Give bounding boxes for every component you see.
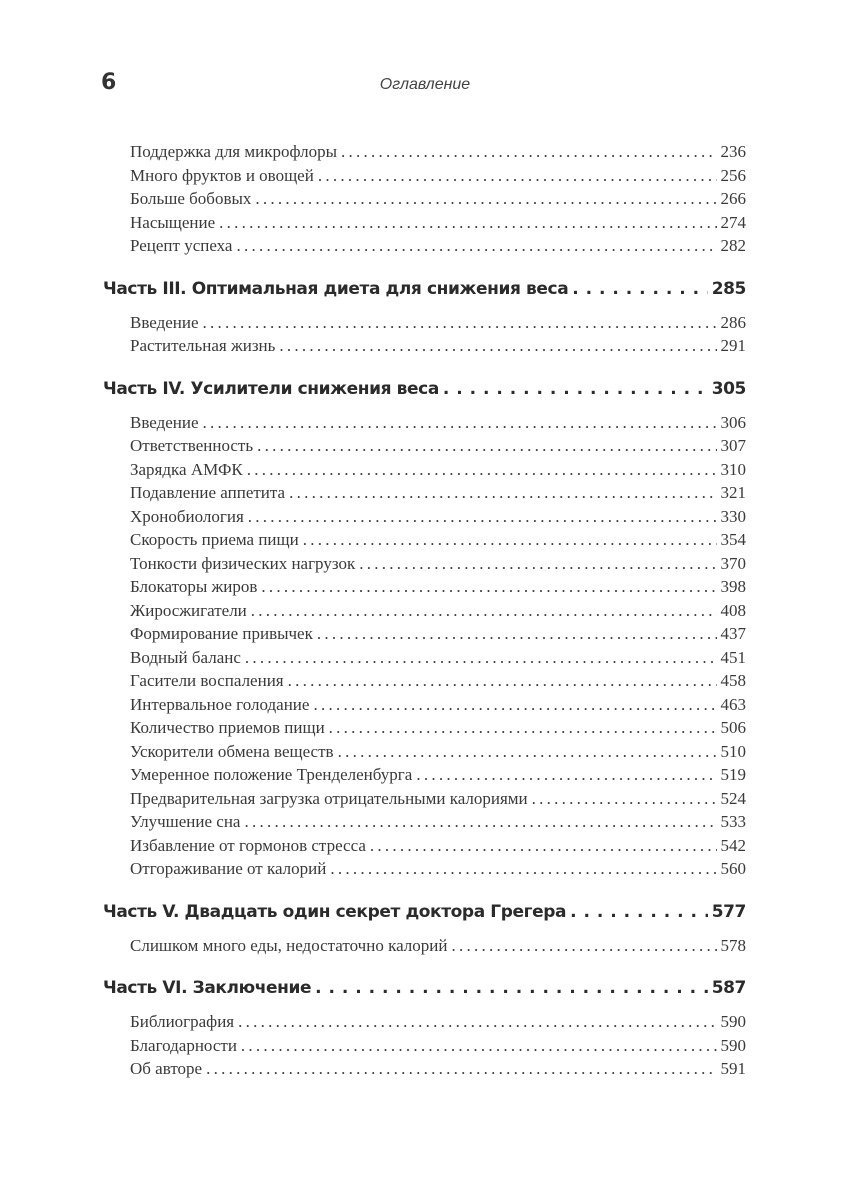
entry-title: Хронобиология: [130, 506, 244, 526]
part-page-number: 305: [711, 378, 746, 399]
part-title: Часть VI. Заключение: [103, 978, 312, 998]
toc-entry[interactable]: [103, 413, 746, 437]
toc-entry[interactable]: [103, 313, 746, 337]
entry-page-number: 306: [720, 412, 746, 432]
running-title: Оглавление: [379, 76, 471, 93]
toc-entry[interactable]: [103, 1012, 746, 1036]
dot-leader: [330, 859, 716, 879]
toc-entry[interactable]: [103, 836, 746, 860]
toc-part-heading[interactable]: [103, 978, 746, 1008]
entry-page-number: 236: [720, 142, 746, 161]
entry-page-number: 524: [720, 788, 746, 808]
entry-title: Формирование привычек: [130, 624, 313, 643]
part-page-number: 285: [711, 278, 746, 299]
toc-entry[interactable]: [103, 483, 746, 507]
entry-title: Библиография: [130, 1012, 235, 1031]
toc-entry[interactable]: [103, 189, 746, 213]
entry-title: Тонкости физических нагрузок: [130, 553, 356, 573]
entry-title: Ускорители обмена веществ: [130, 741, 334, 761]
toc-entry[interactable]: [103, 554, 746, 578]
dot-leader: [203, 413, 717, 433]
toc-entry[interactable]: [103, 601, 746, 625]
dot-leader: [359, 554, 716, 574]
entry-page-number: 510: [720, 741, 746, 761]
entry-title: Об авторе: [130, 1059, 203, 1078]
entry-title: Блокаторы жиров: [130, 577, 258, 596]
entry-title: Насыщение: [130, 212, 216, 232]
dot-leader: [236, 236, 716, 256]
dot-leader: [313, 695, 716, 715]
entry-title: Растительная жизнь: [130, 336, 276, 355]
toc-entry[interactable]: [103, 436, 746, 460]
dot-leader: [338, 742, 717, 762]
dot-leader: [247, 460, 717, 480]
part-page-number: 577: [711, 901, 746, 922]
toc-part-heading[interactable]: [103, 902, 746, 932]
dot-leader: [288, 671, 717, 691]
entry-title: Предварительная загрузка отрицательными калориями: [130, 788, 528, 808]
entry-title: Введение: [130, 412, 199, 432]
entry-page-number: 330: [720, 506, 746, 526]
toc-entry[interactable]: [103, 695, 746, 719]
entry-title: Ответственность: [130, 436, 254, 455]
entry-title: Благодарности: [130, 1035, 237, 1055]
dot-leader: [370, 836, 717, 856]
dot-leader: [318, 166, 717, 186]
toc-entry[interactable]: [103, 936, 746, 960]
entry-title: Подавление аппетита: [130, 483, 286, 502]
toc-entry[interactable]: [103, 1059, 746, 1083]
entry-page-number: 451: [720, 647, 746, 667]
toc-entry[interactable]: [103, 142, 746, 166]
entry-page-number: 307: [720, 436, 746, 455]
dot-leader: [341, 142, 717, 162]
entry-page-number: 321: [720, 483, 746, 502]
toc-entry[interactable]: [103, 236, 746, 260]
dot-leader: [219, 213, 716, 233]
toc-entry[interactable]: [103, 336, 746, 360]
toc-entry[interactable]: [103, 718, 746, 742]
entry-page-number: 256: [720, 165, 746, 185]
dot-leader: [244, 812, 716, 832]
dot-leader: [532, 789, 717, 809]
entry-title: Зарядка АМФК: [130, 459, 243, 479]
entry-page-number: 506: [720, 718, 746, 737]
page-number: 6: [101, 70, 117, 95]
dot-leader: [329, 718, 717, 738]
entry-title: Слишком много еды, недостаточно калорий: [130, 935, 448, 955]
entry-page-number: 274: [720, 212, 746, 232]
entry-title: Интервальное голодание: [130, 694, 310, 714]
toc-entry[interactable]: [103, 648, 746, 672]
entry-page-number: 458: [720, 671, 746, 690]
part-page-number: 587: [711, 978, 746, 998]
entry-title: Больше бобовых: [130, 189, 252, 208]
entry-page-number: 370: [720, 553, 746, 573]
toc-entry[interactable]: [103, 671, 746, 695]
entry-title: Водный баланс: [130, 647, 241, 667]
entry-title: Улучшение сна: [130, 812, 241, 831]
toc-part-heading[interactable]: [103, 279, 746, 309]
entry-title: Рецепт успеха: [130, 236, 233, 255]
part-title: Часть V. Двадцать один секрет доктора Грегера: [103, 901, 567, 922]
toc-entry[interactable]: [103, 859, 746, 883]
toc-entry[interactable]: [103, 742, 746, 766]
entry-page-number: 591: [720, 1059, 746, 1078]
entry-page-number: 398: [720, 577, 746, 596]
dot-leader: [315, 978, 708, 998]
entry-page-number: 519: [720, 765, 746, 784]
entry-title: Гасители воспаления: [130, 671, 284, 690]
dot-leader: [238, 1012, 716, 1032]
dot-leader: [206, 1059, 716, 1079]
entry-page-number: 354: [720, 530, 746, 549]
dot-leader: [261, 577, 716, 597]
table-of-contents: [103, 142, 746, 1083]
toc-entry[interactable]: [103, 460, 746, 484]
entry-title: Поддержка для микрофлоры: [130, 142, 337, 161]
entry-page-number: 463: [720, 694, 746, 714]
toc-entry[interactable]: [103, 789, 746, 813]
entry-page-number: 590: [720, 1012, 746, 1031]
entry-page-number: 578: [720, 935, 746, 955]
dot-leader: [203, 313, 717, 333]
toc-entry[interactable]: [103, 812, 746, 836]
toc-entry[interactable]: [103, 507, 746, 531]
entry-title: Введение: [130, 312, 199, 332]
entry-title: Количество приемов пищи: [130, 718, 325, 737]
dot-leader: [245, 648, 717, 668]
dot-leader: [289, 483, 716, 503]
entry-page-number: 560: [720, 859, 746, 878]
dot-leader: [241, 1036, 717, 1056]
part-title: Часть III. Оптимальная диета для снижения веса: [103, 278, 569, 299]
dot-leader: [451, 936, 716, 956]
toc-entry[interactable]: [103, 213, 746, 237]
toc-entry[interactable]: [103, 624, 746, 648]
entry-title: Много фруктов и овощей: [130, 165, 314, 185]
entry-title: Скорость приема пищи: [130, 530, 299, 549]
entry-page-number: 291: [720, 336, 746, 355]
entry-page-number: 266: [720, 189, 746, 208]
toc-entry[interactable]: [103, 1036, 746, 1060]
entry-page-number: 282: [720, 236, 746, 255]
dot-leader: [303, 530, 717, 550]
entry-title: Отгораживание от калорий: [130, 859, 327, 878]
entry-page-number: 408: [720, 600, 746, 620]
dot-leader: [251, 601, 717, 621]
entry-page-number: 286: [720, 312, 746, 332]
entry-page-number: 437: [720, 624, 746, 643]
dot-leader: [255, 189, 716, 209]
entry-title: Избавление от гормонов стресса: [130, 835, 366, 855]
entry-page-number: 533: [720, 812, 746, 831]
entry-title: Умеренное положение Тренделенбурга: [130, 765, 413, 784]
dot-leader: [443, 379, 708, 399]
entry-page-number: 542: [720, 835, 746, 855]
entry-title: Жиросжигатели: [130, 600, 247, 620]
dot-leader: [248, 507, 717, 527]
entry-page-number: 310: [720, 459, 746, 479]
toc-entry[interactable]: [103, 765, 746, 789]
toc-part-heading[interactable]: [103, 379, 746, 409]
toc-entry[interactable]: [103, 530, 746, 554]
dot-leader: [416, 765, 716, 785]
dot-leader: [317, 624, 717, 644]
part-title: Часть IV. Усилители снижения веса: [103, 378, 439, 399]
toc-entry[interactable]: [103, 166, 746, 190]
dot-leader: [257, 436, 716, 456]
dot-leader: [279, 336, 716, 356]
dot-leader: [570, 902, 708, 922]
toc-entry[interactable]: [103, 577, 746, 601]
dot-leader: [572, 279, 707, 299]
entry-page-number: 590: [720, 1035, 746, 1055]
